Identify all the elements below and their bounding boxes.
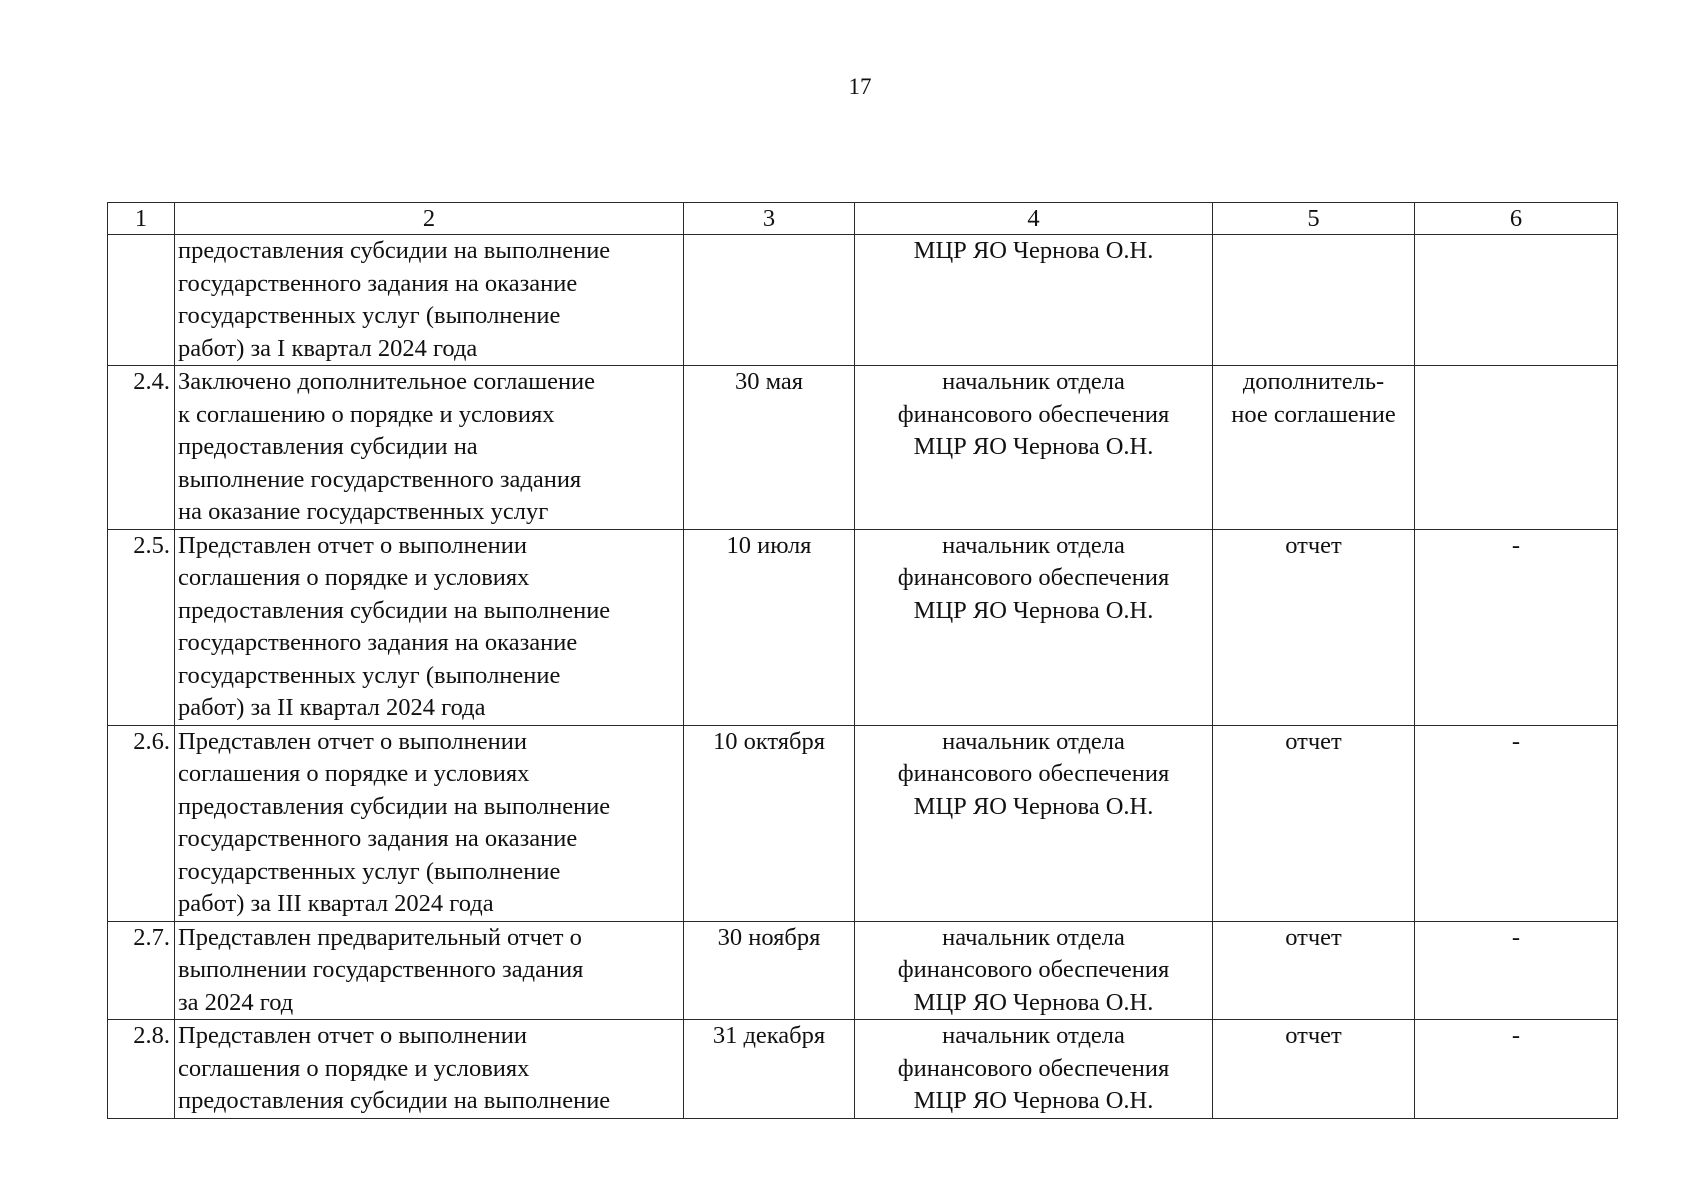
table-row (108, 1020, 1618, 1119)
note (1415, 366, 1618, 530)
column-header-5: 5 (1213, 203, 1415, 235)
responsible-person: начальник отдела финансового обеспечения МЦР ЯО Чернова О.Н. (855, 921, 1213, 1020)
note (1415, 235, 1618, 366)
column-header-4: 4 (855, 203, 1213, 235)
header-row (108, 203, 1618, 235)
result-document: отчет (1213, 725, 1415, 921)
note: - (1415, 529, 1618, 725)
event-description: Заключено дополнительное соглашение к соглашению о порядке и условиях предоставления субсидии на выполнение государственного задания на оказание государственных услуг (175, 366, 684, 530)
deadline: 10 октября (684, 725, 855, 921)
note: - (1415, 725, 1618, 921)
responsible-person: начальник отдела финансового обеспечения МЦР ЯО Чернова О.Н. (855, 725, 1213, 921)
responsible-person: МЦР ЯО Чернова О.Н. (855, 235, 1213, 366)
deadline: 10 июля (684, 529, 855, 725)
plan-table (107, 202, 1618, 1119)
result-document (1213, 235, 1415, 366)
note: - (1415, 921, 1618, 1020)
responsible-person: начальник отдела финансового обеспечения МЦР ЯО Чернова О.Н. (855, 366, 1213, 530)
result-document: отчет (1213, 921, 1415, 1020)
deadline: 30 мая (684, 366, 855, 530)
column-header-2: 2 (175, 203, 684, 235)
responsible-person: начальник отдела финансового обеспечения МЦР ЯО Чернова О.Н. (855, 1020, 1213, 1119)
row-number: 2.4. (108, 366, 175, 530)
result-document: отчет (1213, 1020, 1415, 1119)
deadline (684, 235, 855, 366)
table-row (108, 725, 1618, 921)
table-row (108, 366, 1618, 530)
row-number: 2.5. (108, 529, 175, 725)
result-document: дополнитель- ное соглашение (1213, 366, 1415, 530)
event-description: Представлен отчет о выполнении соглашения о порядке и условиях предоставления субсидии на выполнение государственного задания на оказание государственных услуг (выполнение работ) за III квартал 2024 года (175, 725, 684, 921)
event-description: Представлен предварительный отчет о выполнении государственного задания за 2024 год (175, 921, 684, 1020)
event-description: предоставления субсидии на выполнение государственного задания на оказание государственных услуг (выполнение работ) за I квартал 2024 года (175, 235, 684, 366)
note: - (1415, 1020, 1618, 1119)
table-row (108, 921, 1618, 1020)
deadline: 31 декабря (684, 1020, 855, 1119)
table-row (108, 235, 1618, 366)
row-number: 2.8. (108, 1020, 175, 1119)
responsible-person: начальник отдела финансового обеспечения МЦР ЯО Чернова О.Н. (855, 529, 1213, 725)
column-header-3: 3 (684, 203, 855, 235)
row-number: 2.7. (108, 921, 175, 1020)
column-header-1: 1 (108, 203, 175, 235)
deadline: 30 ноября (684, 921, 855, 1020)
row-number (108, 235, 175, 366)
row-number: 2.6. (108, 725, 175, 921)
column-header-6: 6 (1415, 203, 1618, 235)
page-number: 17 (848, 74, 872, 99)
event-description: Представлен отчет о выполнении соглашения о порядке и условиях предоставления субсидии на выполнение (175, 1020, 684, 1119)
event-description: Представлен отчет о выполнении соглашения о порядке и условиях предоставления субсидии на выполнение государственного задания на оказание государственных услуг (выполнение работ) за II квартал 2024 года (175, 529, 684, 725)
table-row (108, 529, 1618, 725)
result-document: отчет (1213, 529, 1415, 725)
